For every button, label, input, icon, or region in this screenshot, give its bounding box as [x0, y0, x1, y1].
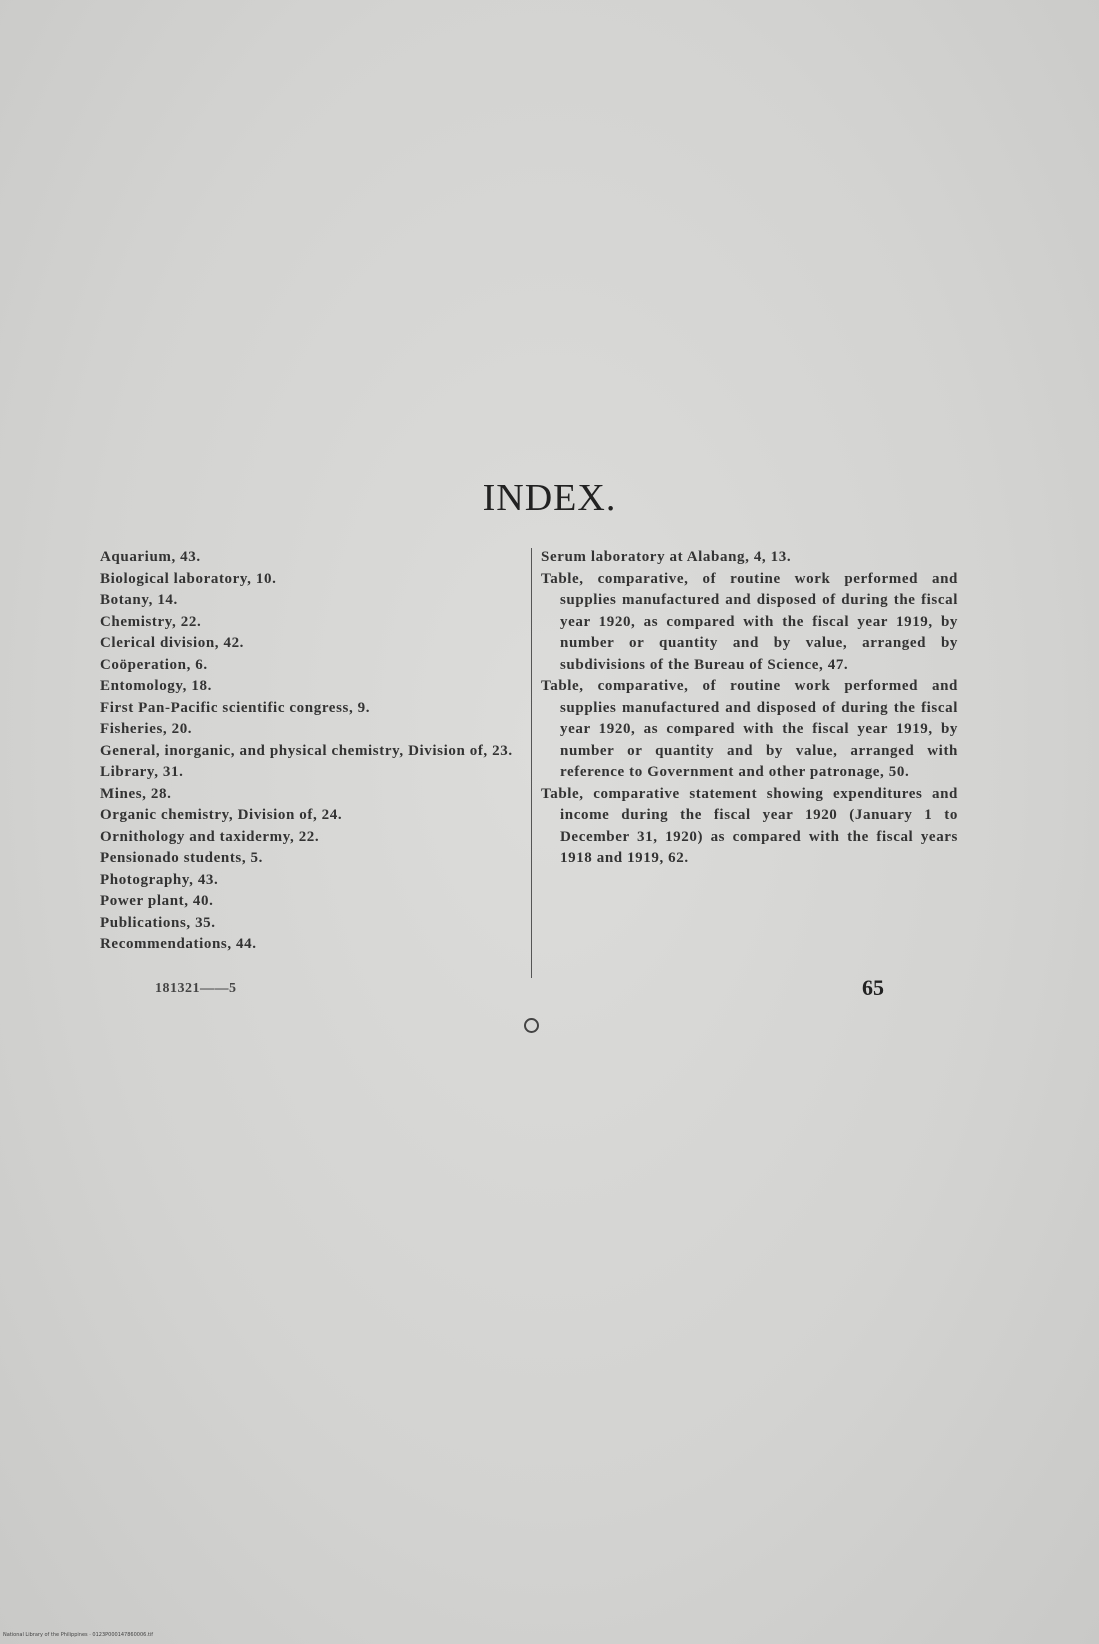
index-entry: Library, 31. [100, 764, 184, 780]
column-divider [531, 548, 532, 978]
index-entry: Biological laboratory, 10. [100, 570, 277, 587]
index-entry: Table, comparative, of routine work performed and supplies manufactured and disposed of during the fiscal year 1920, as compared with the fiscal year 1919, by number or quantity and by value, arranged with reference to Government and other patronage, 50. [541, 678, 958, 780]
index-entry: Coöperation, 6. [100, 656, 208, 673]
index-entry: Botany, 14. [100, 592, 178, 608]
page-title: INDEX. [482, 477, 617, 519]
index-entry: Aquarium, 43. [100, 549, 201, 565]
index-entry: Power plant, 40. [100, 893, 214, 909]
index-column-right [541, 547, 958, 870]
scan-credit: National Library of the Philippines · 0123P000147860006.tif [3, 1632, 154, 1638]
index-entry: Table, comparative statement showing expenditures and income during the fiscal year 1920 (January 1 to December 31, 1920) as compared with the fiscal years 1918 and 1919, 62. [541, 785, 958, 866]
index-entry: Fisheries, 20. [100, 721, 193, 737]
index-column-left [100, 547, 520, 956]
binding-hole-icon [524, 1018, 539, 1033]
index-entry: Clerical division, 42. [100, 635, 245, 651]
signature-mark: 181321——5 [155, 981, 237, 996]
index-entry: First Pan-Pacific scientific congress, 9. [100, 699, 371, 716]
index-entry: Mines, 28. [100, 785, 172, 802]
index-entry: Publications, 35. [100, 914, 216, 931]
index-entry: Ornithology and taxidermy, 22. [100, 828, 320, 845]
index-entry: Photography, 43. [100, 871, 219, 888]
index-entry: Pensionado students, 5. [100, 850, 264, 866]
index-entry: Table, comparative, of routine work performed and supplies manufactured and disposed of during the fiscal year 1920, as compared with the fiscal year 1919, by number or quantity and by value, arranged by subdivisions of the Bureau of Science, 47. [541, 570, 958, 673]
index-entry: General, inorganic, and physical chemistry, Division of, 23. [100, 742, 513, 759]
index-entry: Serum laboratory at Alabang, 4, 13. [541, 549, 792, 565]
index-entry: Entomology, 18. [100, 678, 212, 694]
index-entry: Chemistry, 22. [100, 613, 202, 630]
page-number: 65 [862, 975, 884, 1000]
index-entry: Organic chemistry, Division of, 24. [100, 807, 343, 823]
index-entry: Recommendations, 44. [100, 936, 257, 952]
